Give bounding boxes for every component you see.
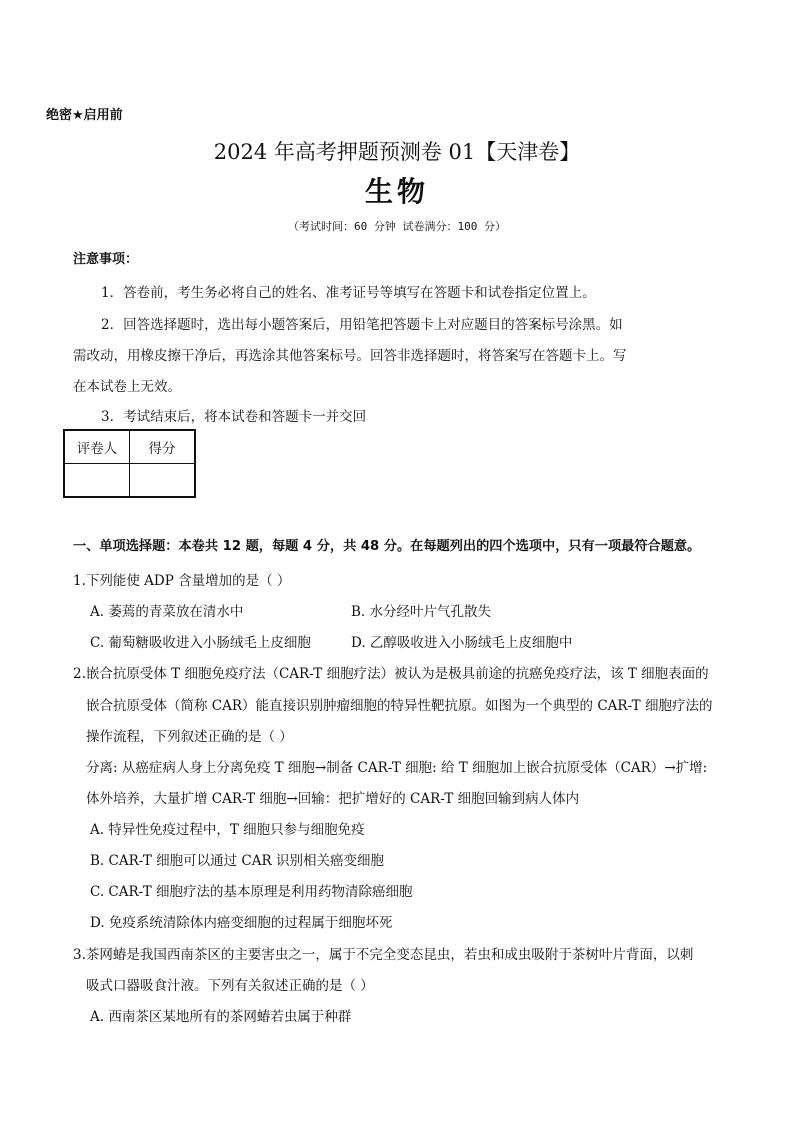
score-table	[63, 429, 196, 498]
q1-stem: 1.下列能使 ADP 含量增加的是（ ）	[73, 573, 291, 589]
q2-option-a: A. 特异性免疫过程中，T 细胞只参与细胞免疫	[90, 822, 365, 838]
q3-stem-line-1: 3.茶网蝽是我国西南茶区的主要害虫之一，属于不完全变态昆虫，若虫和成虫吸附于茶树叶片背面，以刺	[73, 947, 694, 963]
q2-flow-line-1: 分离: 从癌症病人身上分离免疫 T 细胞→制备 CAR-T 细胞: 给 T 细胞加上嵌合抗原受体（CAR）→扩增:	[86, 760, 708, 776]
notice-item-1: 1．答卷前，考生务必将自己的姓名、准考证号等填写在答题卡和试卷指定位置上。	[101, 285, 596, 301]
score-header: 得分	[130, 430, 196, 464]
q2-option-d: D. 免疫系统清除体内癌变细胞的过程属于细胞坏死	[90, 915, 393, 931]
section-heading: 一、单项选择题：本卷共 12 题，每题 4 分，共 48 分。在每题列出的四个选项中，只有一项最符合题意。	[73, 539, 701, 554]
notice-heading: 注意事项：	[73, 252, 139, 267]
grader-header: 评卷人	[64, 430, 130, 464]
exam-title: 2024 年高考押题预测卷 01【天津卷】	[213, 140, 581, 164]
q2-stem-line-2: 嵌合抗原受体（简称 CAR）能直接识别肿瘤细胞的特异性靶抗原。如图为一个典型的 CAR-T 细胞疗法的	[86, 698, 713, 714]
q1-option-d: D. 乙醇吸收进入小肠绒毛上皮细胞中	[351, 635, 573, 651]
score-cell	[130, 464, 196, 498]
q2-stem-line-3: 操作流程，下列叙述正确的是（ ）	[86, 729, 293, 745]
subject-title: 生物	[364, 175, 429, 208]
exam-meta: （考试时间：60 分钟 试卷满分：100 分）	[288, 220, 506, 233]
q1-option-a: A. 萎蔫的青菜放在清水中	[90, 604, 244, 620]
q2-option-b: B. CAR-T 细胞可以通过 CAR 识别相关癌变细胞	[90, 853, 384, 869]
q3-stem-line-2: 吸式口器吸食汁液。下列有关叙述正确的是（ ）	[86, 978, 374, 994]
q1-option-b: B. 水分经叶片气孔散失	[351, 604, 492, 620]
q2-stem-line-1: 2.嵌合抗原受体 T 细胞免疫疗法（CAR-T 细胞疗法）被认为是极具前途的抗癌免疫疗法，该 T 细胞表面的	[73, 666, 709, 682]
grader-cell	[64, 464, 130, 498]
confidential-label: 绝密★启用前	[46, 108, 123, 123]
q3-option-a: A. 西南茶区某地所有的茶网蝽若虫属于种群	[90, 1009, 352, 1025]
notice-item-3: 3．考试结束后，将本试卷和答题卡一并交回	[101, 409, 367, 425]
notice-item-2-line-1: 2．回答选择题时，选出每小题答案后，用铅笔把答题卡上对应题目的答案标号涂黑。如	[101, 317, 623, 333]
notice-item-2-line-2: 需改动，用橡皮擦干净后，再选涂其他答案标号。回答非选择题时，将答案写在答题卡上。写	[73, 348, 627, 364]
q2-flow-line-2: 体外培养，大量扩增 CAR-T 细胞→回输：把扩增好的 CAR-T 细胞回输到病人体内	[86, 791, 580, 807]
notice-item-2-line-3: 在本试卷上无效。	[73, 379, 181, 395]
q2-option-c: C. CAR-T 细胞疗法的基本原理是利用药物清除癌细胞	[90, 884, 413, 900]
q1-option-c: C. 葡萄糖吸收进入小肠绒毛上皮细胞	[90, 635, 311, 651]
